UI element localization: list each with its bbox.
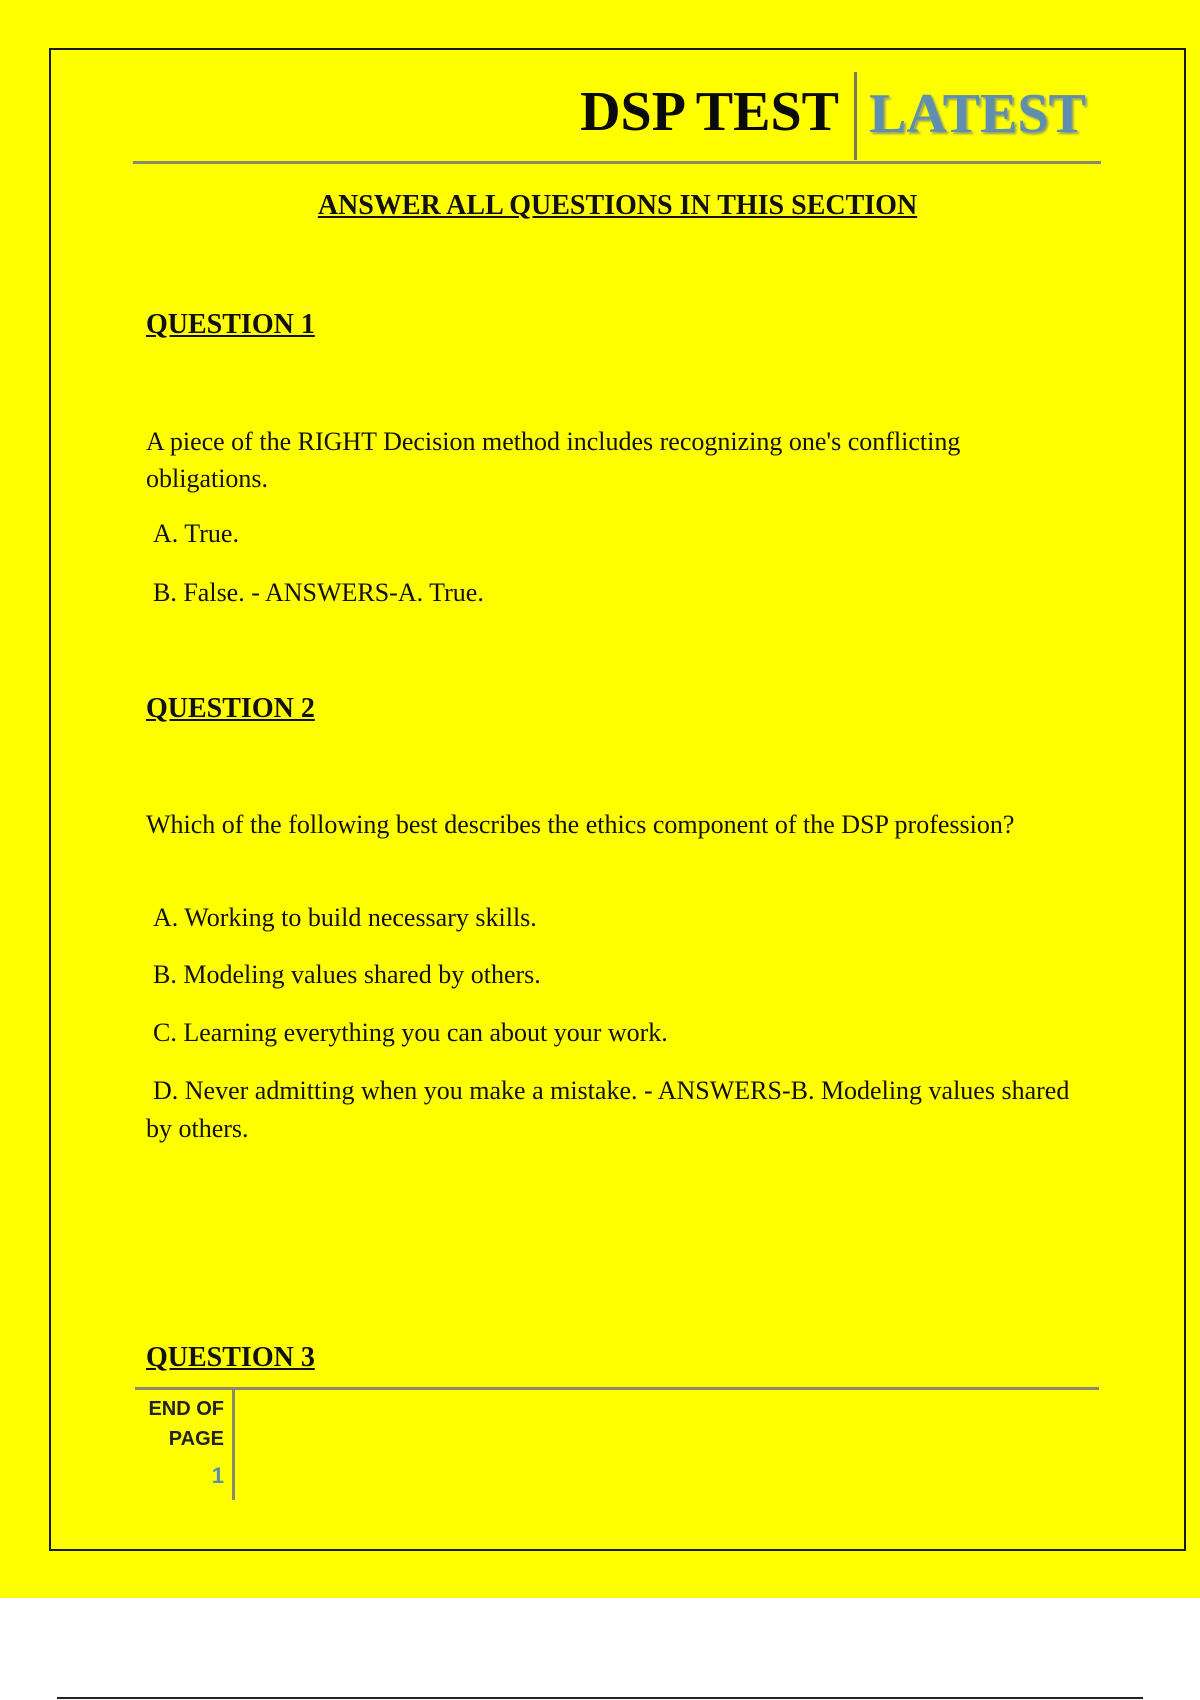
page-header	[133, 70, 1101, 164]
question-2-text: Which of the following best describes the ethics component of the DSP profession?	[146, 810, 1015, 839]
question-2-heading: QUESTION 2	[146, 693, 315, 724]
question-3-heading: QUESTION 3	[146, 1342, 315, 1373]
page-number: 1	[211, 1463, 224, 1488]
question-2-option-b: B. Modeling values shared by others.	[153, 960, 541, 989]
footer-divider	[232, 1390, 235, 1500]
question-1-text: A piece of the RIGHT Decision method includes recognizing one's conflicting obligations.	[146, 427, 961, 493]
page-border	[49, 48, 1186, 1551]
section-instructions: ANSWER ALL QUESTIONS IN THIS SECTION	[317, 190, 918, 221]
footer-rule	[135, 1387, 1099, 1390]
bottom-rule	[57, 1697, 1143, 1699]
question-1-option-a: A. True.	[153, 519, 239, 548]
question-2-option-d: D. Never admitting when you make a mistake. - ANSWERS-B. Modeling values shared by others.	[146, 1076, 1070, 1143]
title-divider	[854, 72, 857, 160]
footer-label: END OF PAGE	[148, 1398, 224, 1450]
question-2-option-c: C. Learning everything you can about your work.	[153, 1018, 668, 1047]
title-accent: LATEST	[869, 83, 1086, 145]
question-2-option-a: A. Working to build necessary skills.	[153, 903, 537, 932]
title: DSP TEST	[580, 81, 839, 143]
question-1-option-b: B. False. - ANSWERS-A. True.	[153, 578, 484, 607]
question-1-heading: QUESTION 1	[146, 309, 315, 340]
